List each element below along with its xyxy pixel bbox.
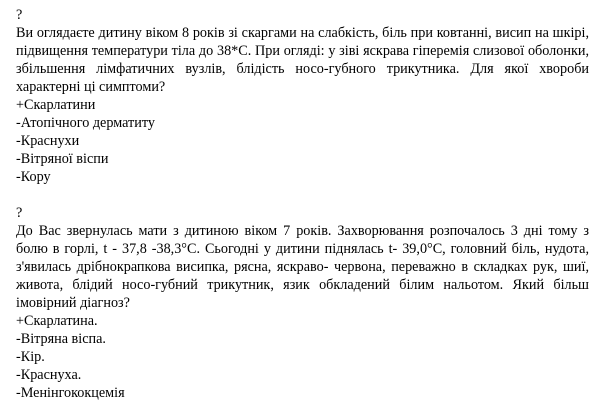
question-2-option-1: +Скарлатина. — [16, 313, 98, 329]
question-1-option-2: -Атопічного дерматиту — [16, 115, 155, 131]
question-2-marker: ? — [16, 205, 23, 221]
question-1-option-4: -Вітряної віспи — [16, 151, 109, 167]
question-2-option-2: -Вітряна віспа. — [16, 331, 106, 347]
question-1-option-5: -Кору — [16, 169, 51, 185]
question-1-option-1: +Скарлатини — [16, 97, 96, 113]
question-2 — [16, 204, 589, 402]
question-2-option-5: -Менінгококцемія — [16, 385, 125, 401]
question-1-marker: ? — [16, 7, 23, 23]
question-2-options — [16, 312, 589, 402]
question-2-text: До Вас звернулась мати з дитиною віком 7 років. Захворювання розпочалось 3 дні тому з болю в горлі, t - 37,8 -38,3°С. Сьогодні у дитини піднялась t- 39,0°С, головний біль, нудота, з'явилась дрібнокрапкова висипка, рясна, яскраво- червона, переважно в складках рук, шиї, живота, блідий носо-губний трикутник, язик обкладений білим нальотом. Який більш імовірний діагноз? — [16, 223, 589, 311]
question-1-text: Ви оглядаєте дитину віком 8 років зі скаргами на слабкість, біль при ковтанні, висип на шкірі, підвищення температури тіла до 38*С. При огляді: у зіві яскрава гіперемія слизової оболонки, збільшення лімфатичних вузлів, блідість носо-губного трикутника. Для якої хвороби характерні ці симптоми? — [16, 25, 589, 95]
question-1-option-3: -Краснухи — [16, 133, 80, 149]
question-1 — [16, 6, 589, 186]
question-2-option-3: -Кір. — [16, 349, 45, 365]
question-1-options — [16, 96, 589, 186]
question-2-option-4: -Краснуха. — [16, 367, 82, 383]
